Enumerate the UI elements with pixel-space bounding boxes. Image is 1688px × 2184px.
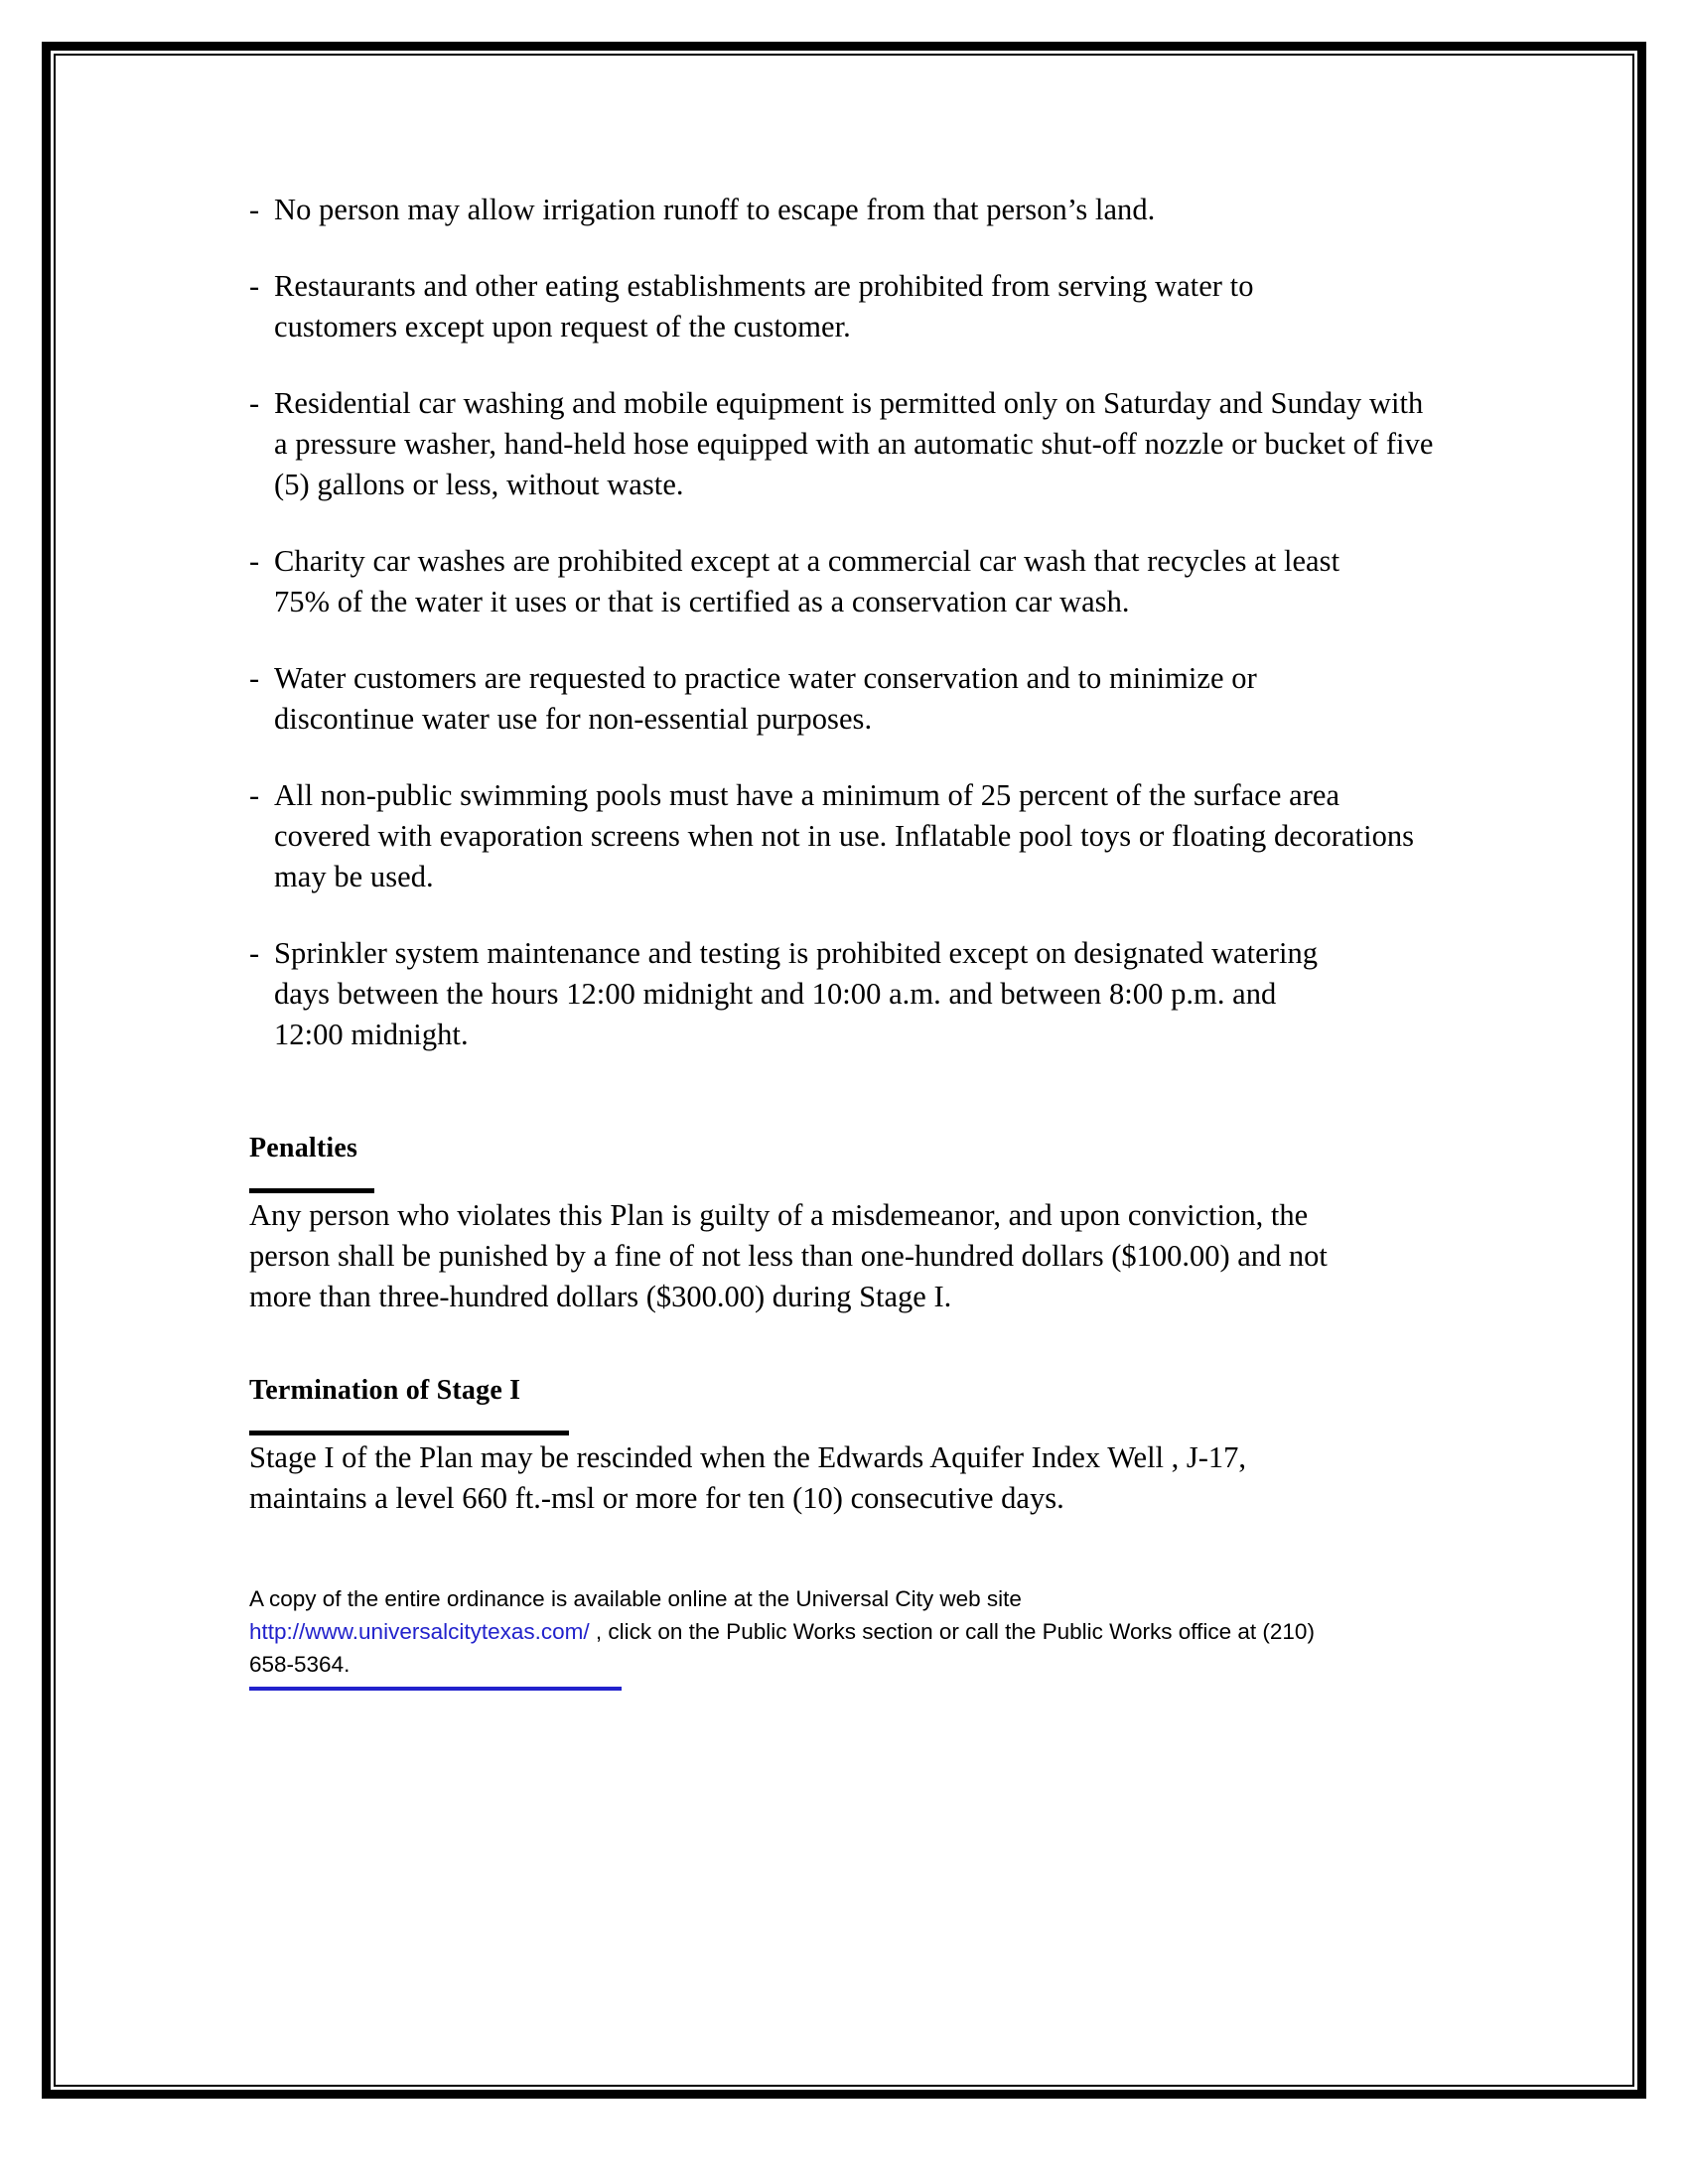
list-item-line: Charity car washes are prohibited except at a commercial car wash that recycles at least: [274, 544, 1340, 578]
paragraph-line: Stage I of the Plan may be rescinded when the Edwards Aquifer Index Well , J-17,: [249, 1440, 1247, 1474]
list-item-line: days between the hours 12:00 midnight and 10:00 a.m. and between 8:00 p.m. and: [274, 977, 1277, 1011]
list-item-line: Residential car washing and mobile equipment is permitted only on Saturday and Sunday with: [274, 386, 1424, 420]
bullet-dash: -: [249, 544, 260, 578]
paragraph-line: more than three-hundred dollars ($300.00) during Stage I.: [249, 1280, 952, 1313]
spacer: [249, 1325, 1530, 1373]
list-item-line: 12:00 midnight.: [274, 1018, 469, 1051]
spacer: [249, 1091, 1530, 1131]
paragraph-line: person shall be punished by a fine of not less than one-hundred dollars ($100.00) and not: [249, 1239, 1328, 1273]
list-item-line: All non-public swimming pools must have a minimum of 25 percent of the surface area: [274, 778, 1340, 812]
paragraph-line: maintains a level 660 ft.-msl or more for ten (10) consecutive days.: [249, 1481, 1064, 1515]
footer-line-tail: , click on the Public Works section or call the Public Works office at (210): [589, 1619, 1315, 1644]
list-item-line: a pressure washer, hand-held hose equipped with an automatic shut-off nozzle or bucket of five: [274, 427, 1434, 461]
bullet-dash: -: [249, 936, 260, 970]
list-item-line: (5) gallons or less, without waste.: [274, 468, 684, 501]
termination-paragraph: [249, 1437, 1530, 1519]
list-item: [249, 190, 1530, 230]
penalties-heading-rule: [249, 1188, 374, 1193]
list-item-line: discontinue water use for non-essential purposes.: [274, 702, 873, 736]
list-item-line: covered with evaporation screens when not in use. Inflatable pool toys or floating decorations: [274, 819, 1415, 853]
list-item-line: No person may allow irrigation runoff to escape from that person’s land.: [274, 193, 1156, 226]
paragraph-line: Any person who violates this Plan is guilty of a misdemeanor, and upon conviction, the: [249, 1198, 1309, 1232]
termination-heading-rule: [249, 1431, 569, 1435]
penalties-heading: Penalties: [249, 1133, 358, 1163]
list-item-line: Water customers are requested to practice water conservation and to minimize or: [274, 661, 1257, 695]
list-item: [249, 658, 1530, 740]
list-item: [249, 383, 1530, 505]
list-item-line: Restaurants and other eating establishments are prohibited from serving water to: [274, 269, 1254, 303]
bullet-dash: -: [249, 386, 260, 420]
list-item: [249, 266, 1530, 347]
list-item-line: customers except upon request of the customer.: [274, 310, 851, 343]
bullet-dash: -: [249, 269, 260, 303]
list-item-line: 75% of the water it uses or that is certified as a conservation car wash.: [274, 585, 1130, 618]
document-content: [249, 190, 1530, 1691]
list-item-line: Sprinkler system maintenance and testing is prohibited except on designated watering: [274, 936, 1319, 970]
termination-section: [249, 1325, 1530, 1519]
bullet-dash: -: [249, 193, 260, 226]
footer-line: 658-5364.: [249, 1652, 351, 1677]
footer-line: A copy of the entire ordinance is available online at the Universal City web site: [249, 1586, 1022, 1611]
page-border-outer: [42, 42, 1646, 2099]
penalties-paragraph: [249, 1195, 1530, 1317]
footer-line-with-link: [249, 1615, 1530, 1648]
list-item: [249, 541, 1530, 622]
bullet-dash: -: [249, 778, 260, 812]
penalties-section: [249, 1091, 1530, 1317]
website-link[interactable]: http://www.universalcitytexas.com/: [249, 1619, 590, 1644]
termination-heading: Termination of Stage I: [249, 1375, 521, 1406]
footer-note: [249, 1582, 1530, 1691]
list-item: [249, 775, 1530, 897]
footer-blue-rule: [249, 1687, 622, 1691]
list-item-line: may be used.: [274, 860, 434, 893]
restrictions-list: [249, 190, 1530, 1055]
list-item: [249, 933, 1530, 1055]
bullet-dash: -: [249, 661, 260, 695]
